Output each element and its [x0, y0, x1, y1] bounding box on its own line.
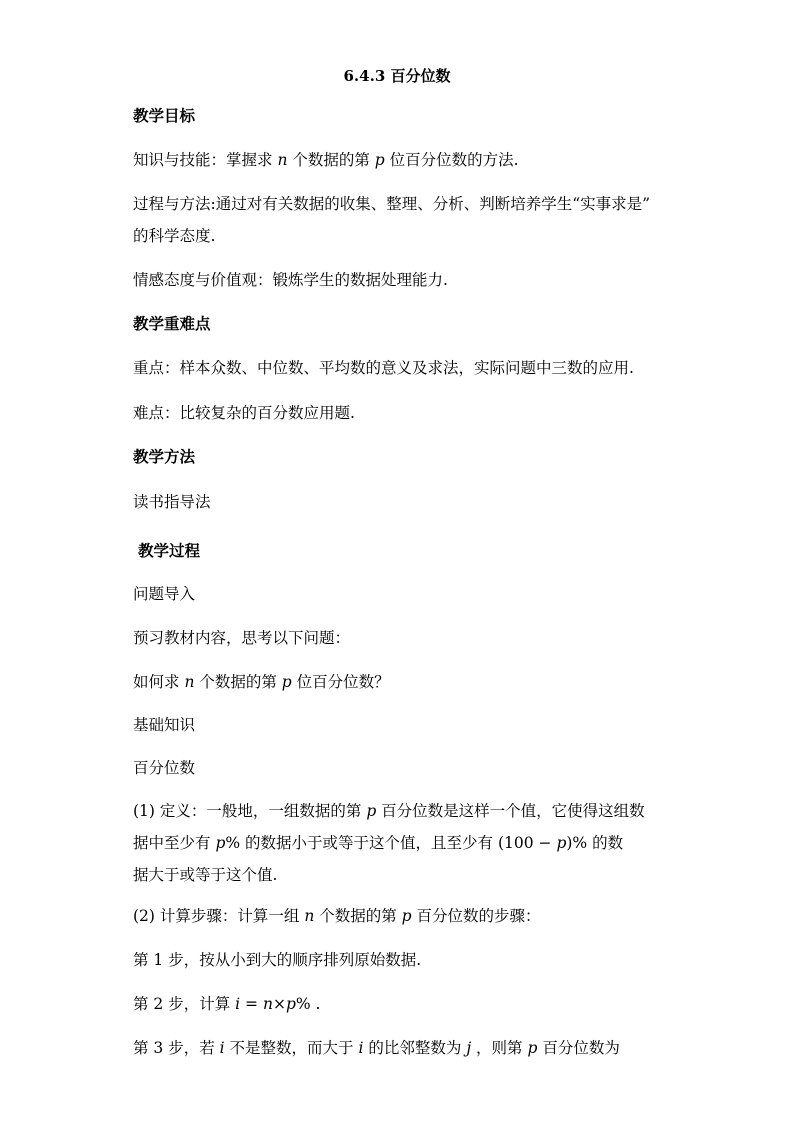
basic-knowledge-heading: 基础知识 — [133, 716, 196, 734]
section-heading-goals: 教学目标 — [133, 106, 196, 125]
key-point: 重点：样本众数、中位数、平均数的意义及求法，实际问题中三数的应用. — [133, 359, 634, 377]
goal-knowledge: 知识与技能：掌握求 n 个数据的第 p 位百分位数的方法. — [133, 151, 519, 169]
difficult-point: 难点：比较复杂的百分数应用题. — [133, 404, 355, 422]
section-heading-method: 教学方法 — [133, 447, 196, 466]
goal-emotion: 情感态度与价值观：锻炼学生的数据处理能力. — [133, 271, 448, 289]
definition-line-2: 据中至少有 p% 的数据小于或等于这个值，且至少有 (100 − p)% 的数 — [133, 834, 624, 852]
steps-intro: (2) 计算步骤：计算一组 n 个数据的第 p 百分位数的步骤： — [133, 907, 541, 925]
step-2: 第 2 步，计算 i = n×p% . — [133, 995, 321, 1013]
intro-heading: 问题导入 — [133, 585, 196, 603]
question-text: 如何求 n 个数据的第 p 位百分位数？ — [133, 673, 390, 691]
section-heading-key-points: 教学重难点 — [133, 314, 211, 333]
percentile-heading: 百分位数 — [133, 759, 196, 777]
preview-text: 预习教材内容，思考以下问题： — [133, 629, 351, 647]
step-1: 第 1 步，按从小到大的顺序排列原始数据. — [133, 951, 422, 969]
section-heading-process: 教学过程 — [138, 541, 201, 560]
step-3: 第 3 步，若 i 不是整数，而大于 i 的比邻整数为 j ，则第 p 百分位数为 — [133, 1039, 620, 1057]
goal-process-line-1: 过程与方法:通过对有关数据的收集、整理、分析、判断培养学生“实事求是” — [133, 195, 651, 213]
goal-process-line-2: 的科学态度. — [133, 227, 216, 245]
definition-line-3: 据大于或等于这个值. — [133, 866, 278, 884]
definition-line-1: (1) 定义：一般地，一组数据的第 p 百分位数是这样一个值，它使得这组数 — [133, 802, 645, 820]
page-title: 6.4.3 百分位数 — [343, 67, 451, 85]
teaching-method: 读书指导法 — [133, 493, 211, 511]
